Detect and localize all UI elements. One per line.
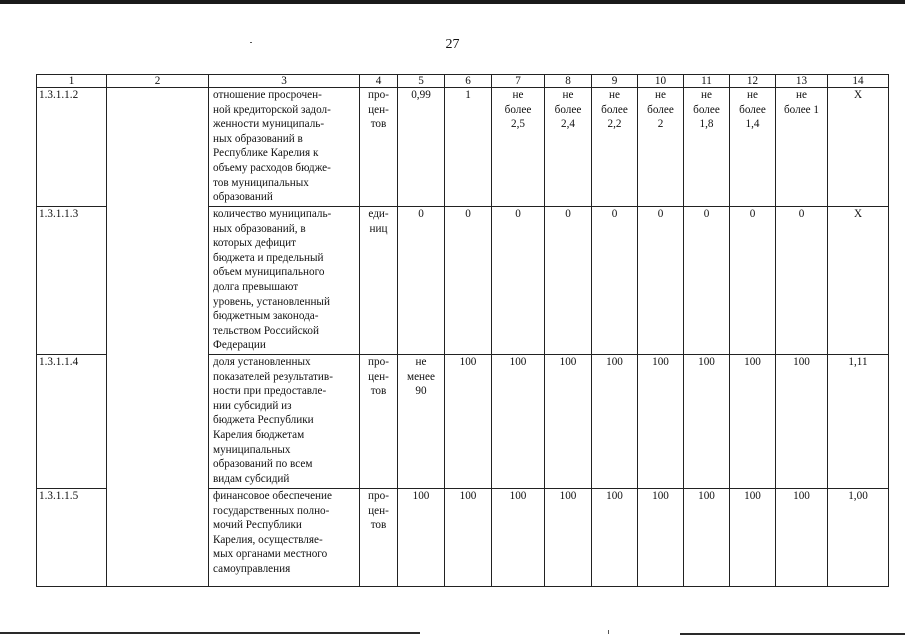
unit-cell: про- цен- тов bbox=[360, 355, 398, 489]
table-row bbox=[37, 489, 889, 587]
column-number-header: 1 bbox=[37, 75, 107, 88]
value-cell: 100 bbox=[545, 489, 592, 587]
indicator-code: 1.3.1.1.3 bbox=[37, 207, 107, 355]
indicator-description: количество муниципаль- ных образований, в которых дефицит бюджета и предельный объем муниципального долга превышают уровень, установленный бюджетным законода- тельством Российской Федерации bbox=[209, 207, 360, 355]
column-number-header: 10 bbox=[638, 75, 684, 88]
value-cell: не более 2 bbox=[638, 88, 684, 207]
value-cell: 0 bbox=[638, 207, 684, 355]
value-cell: не более 2,2 bbox=[592, 88, 638, 207]
value-cell: 1,00 bbox=[828, 489, 889, 587]
value-cell: 100 bbox=[592, 355, 638, 489]
value-cell: 100 bbox=[684, 489, 730, 587]
value-cell: 0 bbox=[492, 207, 545, 355]
scan-speck bbox=[608, 630, 609, 634]
column-number-header: 4 bbox=[360, 75, 398, 88]
bottom-border-line-right bbox=[680, 633, 905, 635]
column-number-header: 14 bbox=[828, 75, 889, 88]
value-cell: 1,11 bbox=[828, 355, 889, 489]
value-cell: 100 bbox=[445, 489, 492, 587]
table-row bbox=[37, 355, 889, 489]
indicator-description: отношение просрочен- ной кредиторской задол- женности муниципаль- ных образований в Республике Карелия к объему расходов бюдже- тов муниципальных образований bbox=[209, 88, 360, 207]
value-cell: 0 bbox=[398, 207, 445, 355]
empty-cell bbox=[107, 88, 209, 207]
value-cell: 0 bbox=[684, 207, 730, 355]
value-cell: не более 1,8 bbox=[684, 88, 730, 207]
value-cell: не более 1,4 bbox=[730, 88, 776, 207]
value-cell: 0 bbox=[776, 207, 828, 355]
empty-cell bbox=[107, 489, 209, 587]
indicator-code: 1.3.1.1.4 bbox=[37, 355, 107, 489]
value-cell: 100 bbox=[592, 489, 638, 587]
value-cell: 100 bbox=[684, 355, 730, 489]
value-cell: X bbox=[828, 88, 889, 207]
column-number-header: 2 bbox=[107, 75, 209, 88]
value-cell: 0 bbox=[730, 207, 776, 355]
column-number-header: 3 bbox=[209, 75, 360, 88]
bottom-border-line-left bbox=[0, 632, 420, 634]
column-number-header: 13 bbox=[776, 75, 828, 88]
value-cell: не более 2,4 bbox=[545, 88, 592, 207]
value-cell: 0 bbox=[592, 207, 638, 355]
empty-cell bbox=[107, 207, 209, 355]
value-cell: 100 bbox=[776, 355, 828, 489]
value-cell: 1 bbox=[445, 88, 492, 207]
indicator-code: 1.3.1.1.2 bbox=[37, 88, 107, 207]
column-number-header-row bbox=[37, 75, 889, 88]
value-cell: 100 bbox=[776, 489, 828, 587]
value-cell: 100 bbox=[398, 489, 445, 587]
value-cell: 100 bbox=[492, 355, 545, 489]
value-cell: 100 bbox=[730, 489, 776, 587]
column-number-header: 11 bbox=[684, 75, 730, 88]
column-number-header: 8 bbox=[545, 75, 592, 88]
column-number-header: 5 bbox=[398, 75, 445, 88]
value-cell: 0 bbox=[445, 207, 492, 355]
value-cell: 100 bbox=[445, 355, 492, 489]
indicator-description: доля установленных показателей результатив- ности при предоставле- нии субсидий из бюджета Республики Карелия бюджетам муниципальных образований по всем видам субсидий bbox=[209, 355, 360, 489]
page-number: 27 bbox=[445, 37, 460, 52]
value-cell: 0,99 bbox=[398, 88, 445, 207]
value-cell: 100 bbox=[545, 355, 592, 489]
value-cell: 100 bbox=[730, 355, 776, 489]
indicator-description: финансовое обеспечение государственных полно- мочий Республики Карелия, осуществляе- мых органами местного самоуправления bbox=[209, 489, 360, 587]
unit-cell: про- цен- тов bbox=[360, 88, 398, 207]
value-cell: X bbox=[828, 207, 889, 355]
unit-cell: про- цен- тов bbox=[360, 489, 398, 587]
value-cell: 100 bbox=[638, 489, 684, 587]
value-cell: не менее 90 bbox=[398, 355, 445, 489]
value-cell: не более 2,5 bbox=[492, 88, 545, 207]
indicators-table bbox=[36, 74, 889, 587]
column-number-header: 12 bbox=[730, 75, 776, 88]
unit-cell: еди- ниц bbox=[360, 207, 398, 355]
value-cell: не более 1 bbox=[776, 88, 828, 207]
empty-cell bbox=[107, 355, 209, 489]
column-number-header: 6 bbox=[445, 75, 492, 88]
column-number-header: 9 bbox=[592, 75, 638, 88]
column-number-header: 7 bbox=[492, 75, 545, 88]
value-cell: 0 bbox=[545, 207, 592, 355]
top-border-line bbox=[0, 0, 905, 4]
table-row bbox=[37, 207, 889, 355]
table-row bbox=[37, 88, 889, 207]
indicator-code: 1.3.1.1.5 bbox=[37, 489, 107, 587]
value-cell: 100 bbox=[638, 355, 684, 489]
value-cell: 100 bbox=[492, 489, 545, 587]
